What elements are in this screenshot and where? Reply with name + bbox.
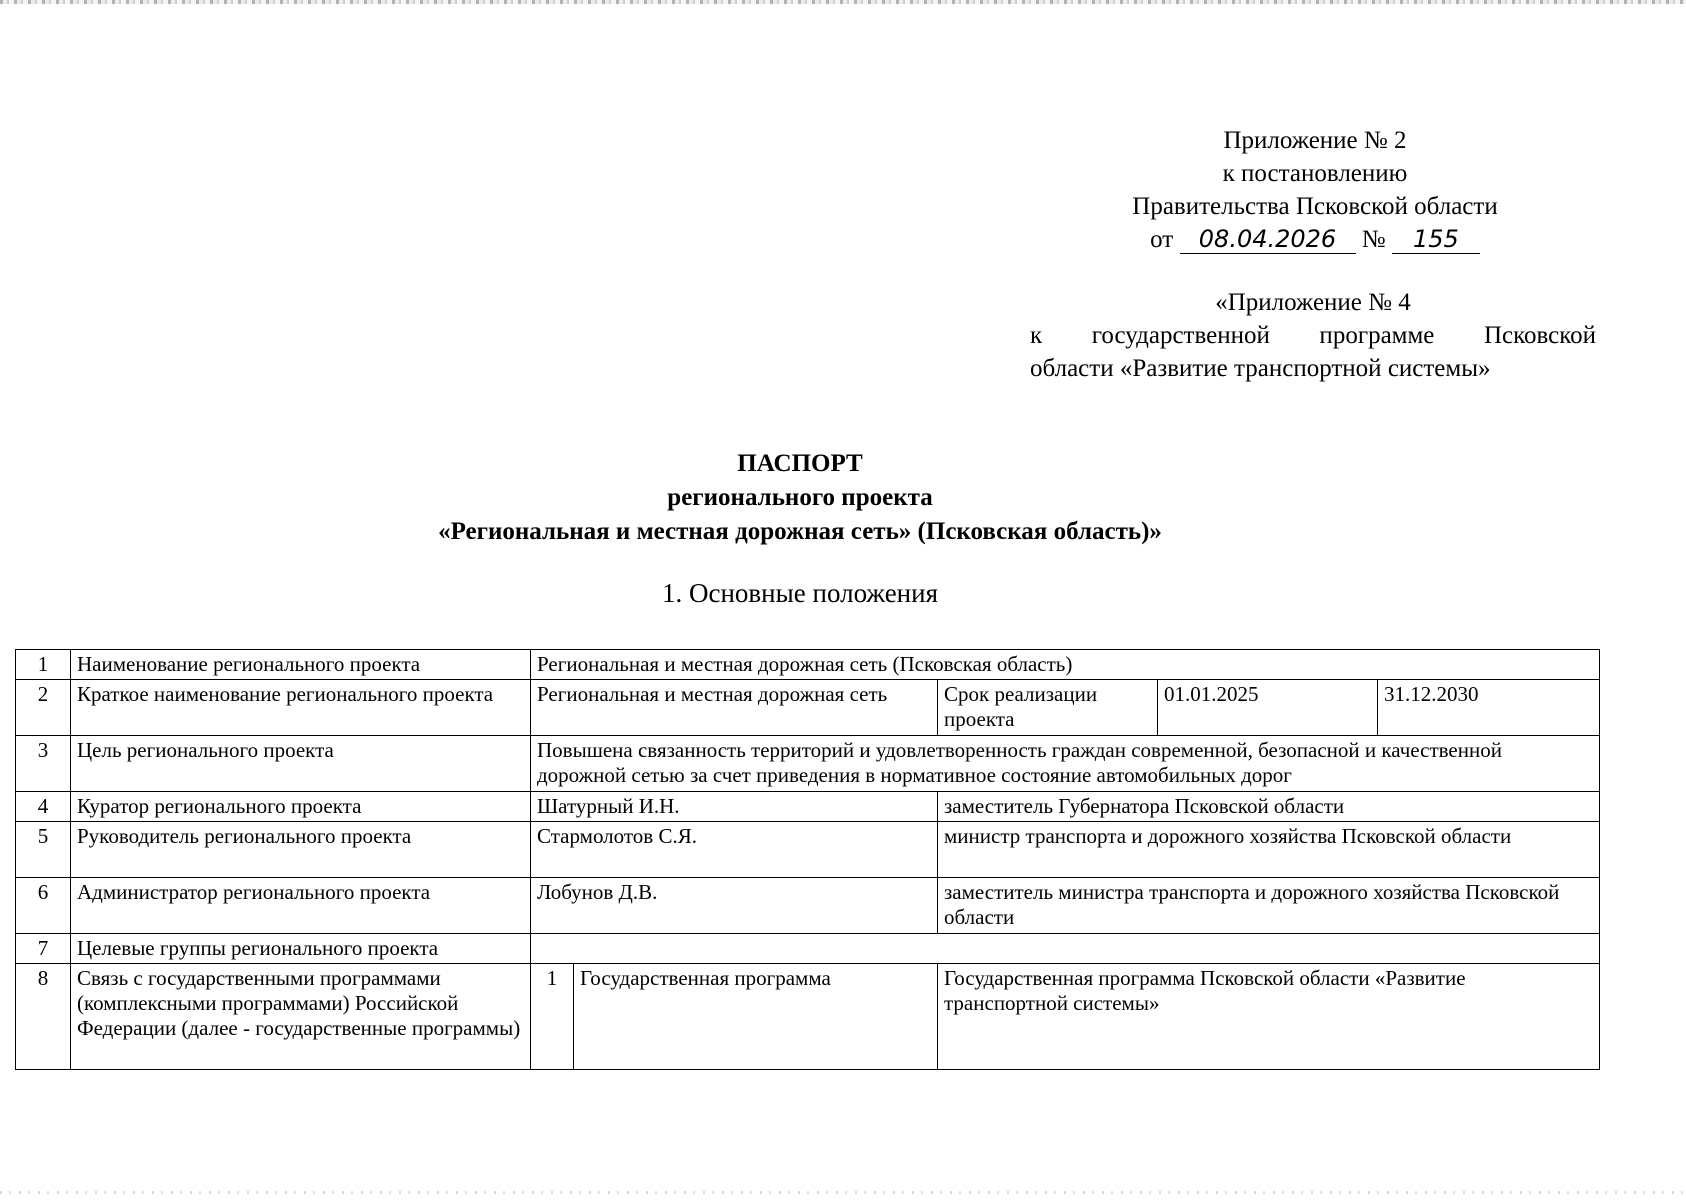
scan-edge-top [0,0,1686,4]
program-sub-number: 1 [531,964,574,1070]
row-value: Региональная и местная дорожная сеть [531,680,938,736]
annex-date-line [1080,223,1550,256]
person-name: Лобунов Д.В. [531,878,938,934]
end-date: 31.12.2030 [1378,680,1600,736]
handwritten-number: 155 [1392,226,1480,254]
start-date: 01.01.2025 [1158,680,1378,736]
table-row [16,680,1600,736]
annex-line-3: Правительства Псковской области [1132,193,1498,220]
from-label: от [1150,226,1174,253]
annex-header [1080,124,1550,256]
row-label: Наименование регионального проекта [71,650,531,680]
row-label: Администратор регионального проекта [71,878,531,934]
row-number: 4 [16,792,71,822]
title-line-3: «Региональная и местная дорожная сеть» (Псковская область)» [438,518,1162,545]
row-number: 3 [16,736,71,792]
annex-4-line-3: области «Развитие транспортной системы» [1030,355,1491,382]
row-number: 7 [16,934,71,964]
person-position: министр транспорта и дорожного хозяйства Псковской области [938,822,1600,878]
annex-line-2: к постановлению [1222,160,1408,187]
person-position: заместитель министра транспорта и дорожного хозяйства Псковской области [938,878,1600,934]
table-row [16,878,1600,934]
title-line-2: регионального проекта [667,484,933,511]
table-row [16,964,1600,1070]
number-label: № [1361,226,1386,253]
program-name: Государственная программа Псковской области «Развитие транспортной системы» [938,964,1600,1070]
handwritten-date: 08.04.2026 [1180,226,1356,254]
row-value: Региональная и местная дорожная сеть (Псковская область) [531,650,1600,680]
table-row [16,650,1600,680]
row-label: Краткое наименование регионального проекта [71,680,531,736]
annex-4-line-2: к государственной программе Псковской [1030,322,1596,349]
program-type: Государственная программа [574,964,938,1070]
table-row [16,792,1600,822]
row-label: Целевые группы регионального проекта [71,934,531,964]
section-title: 1. Основные положения [662,578,938,608]
person-position: заместитель Губернатора Псковской области [938,792,1600,822]
row-number: 1 [16,650,71,680]
title-line-1: ПАСПОРТ [737,450,863,477]
annex-4-line-1: «Приложение № 4 [1215,289,1411,316]
row-label: Связь с государственными программами (комплексными программами) Российской Федерации (далее - государственные программы) [71,964,531,1070]
row-value: Повышена связанность территорий и удовлетворенность граждан современной, безопасной и качественной дорожной сетью за счет приведения в нормативное состояние автомобильных дорог [531,736,1600,792]
table-row [16,736,1600,792]
term-label: Срок реализации проекта [938,680,1158,736]
annex-line-1: Приложение № 2 [1223,127,1407,154]
row-number: 8 [16,964,71,1070]
row-value [531,934,1600,964]
row-number: 6 [16,878,71,934]
row-number: 5 [16,822,71,878]
row-number: 2 [16,680,71,736]
person-name: Шатурный И.Н. [531,792,938,822]
row-label: Цель регионального проекта [71,736,531,792]
row-label: Куратор регионального проекта [71,792,531,822]
passport-title [0,447,1600,549]
passport-table [15,649,1600,1070]
table-row [16,822,1600,878]
row-label: Руководитель регионального проекта [71,822,531,878]
table-row [16,934,1600,964]
scan-edge-bottom [0,1191,1686,1194]
annex-4-header [1030,286,1596,385]
person-name: Стармолотов С.Я. [531,822,938,878]
